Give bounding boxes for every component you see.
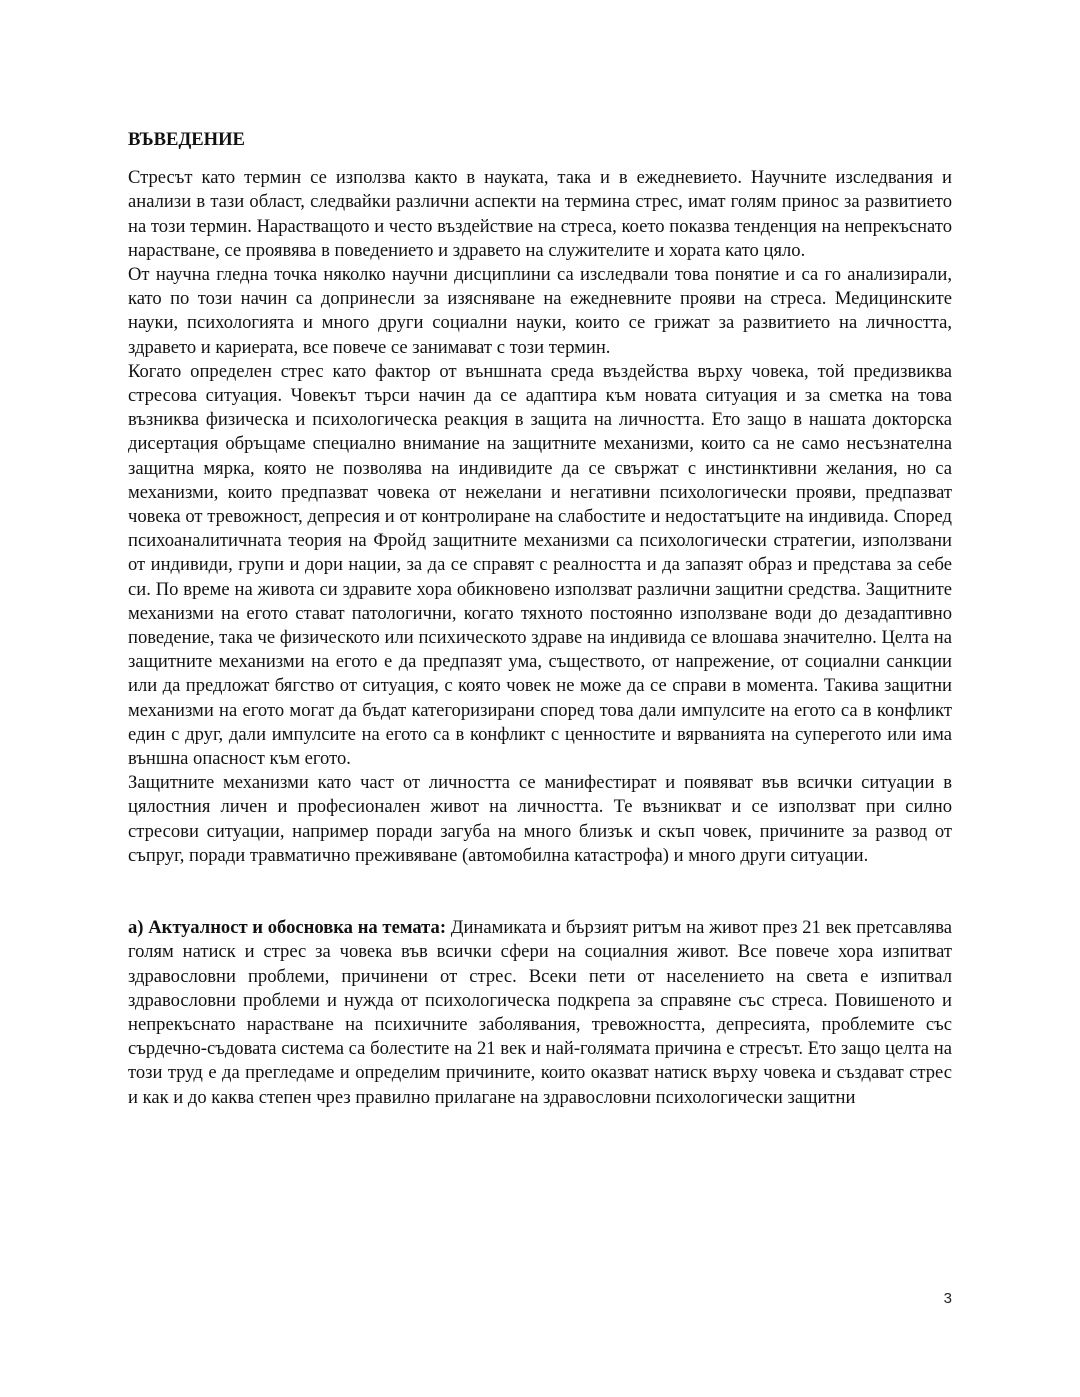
section-a-paragraph <box>128 916 952 1110</box>
page-number: 3 <box>943 1290 952 1307</box>
paragraph-spacer <box>128 868 952 916</box>
section-a-lead: а) Актуалност и обосновка на темата: <box>128 917 447 939</box>
section-heading: ВЪВЕДЕНИЕ <box>128 129 245 150</box>
paragraph-4: Защитните механизми като част от личността се манифестират и появяват във всички ситуации в цялостния личен и професионален живот на личността. Те възникват и се използват при силно стресови ситуации, например поради загуба на много близък и скъп човек, причините за развод от съпруг, поради травматично преживяване (автомобилна катастрофа) и много други ситуации. <box>128 772 952 866</box>
paragraph-2: От научна гледна точка няколко научни дисциплини са изследвали това понятие и са го анализирали, като по този начин са допринесли за изясняване на ежедневните прояви на стреса. Медицинските науки, психологията и много други социални науки, които се грижат за развитието на личността, здравето и кариерата, все повече се занимават с този термин. <box>128 264 952 358</box>
page-content <box>128 128 952 1110</box>
section-a-text: Динамиката и бързият ритъм на живот през 21 век претсавлява голям натиск и стрес за човека във всички сфери на социалния живот. Все повече хора изпитват здравословни проблеми, причинени от стрес. Всеки пети от населението на света е изпитвал здравословни проблеми и нужда от психологическа подкрепа за справяне със стреса. Повишеното и непрекъснато нарастване на психичните заболявания, тревожността, депресията, проблемите със сърдечно-съдовата система са болестите на 21 век и най-голямата причина е стресът. Ето защо целта на този труд е да прегледаме и определим причините, които оказват натиск върху човека и създават стрес и как и до каква степен чрез правилно прилагане на здравословни психологически защитни <box>128 917 952 1108</box>
paragraph-1: Стресът като термин се използва както в науката, така и в ежедневието. Научните изследвания и анализи в тази област, следвайки различни аспекти на термина стрес, имат голям принос за развитието на този термин. Нарастващото и често въздействие на стреса, което показва тенденция на непрекъснато нарастване, се проявява в поведението и здравето на служителите и хората като цяло. <box>128 167 952 261</box>
paragraph-3: Когато определен стрес като фактор от външната среда въздейства върху човека, той предизвиква стресова ситуация. Човекът търси начин да се адаптира към новата ситуация и за сметка на това възниква физическа и психологическа реакция в защита на личността. Ето защо в нашата докторска дисертация обръщаме специално внимание на защитните механизми, които са не само несъзнателна защитна мярка, която не позволява на индивидите да се свържат с инстинктивни желания, но са механизми, които предпазват човека от нежелани и негативни психологически прояви, предпазват човека от тревожност, депресия и от контролиране на слабостите и недостатъците на индивида. Според психоаналитичната теория на Фройд защитните механизми са психологически стратегии, използвани от индивиди, групи и дори нации, за да се справят с реалността и да запазят образ и представа за себе си. По време на живота си здравите хора обикновено използват различни защитни средства. Защитните механизми на егото стават патологични, когато тяхното постоянно използване води до дезадаптивно поведение, така че физическото или психическото здраве на индивида се влошава значително. Целта на защитните механизми на егото е да предпазят ума, съществото, от напрежение, от социални санкции или да предложат бягство от ситуация, с която човек не може да се справи в момента. Такива защитни механизми на егото могат да бъдат категоризирани според това дали импулсите на егото са в конфликт един с друг, дали импулсите на егото са в конфликт с ценностите и вярванията на суперегото или има външна опасност към егото. <box>128 360 952 770</box>
